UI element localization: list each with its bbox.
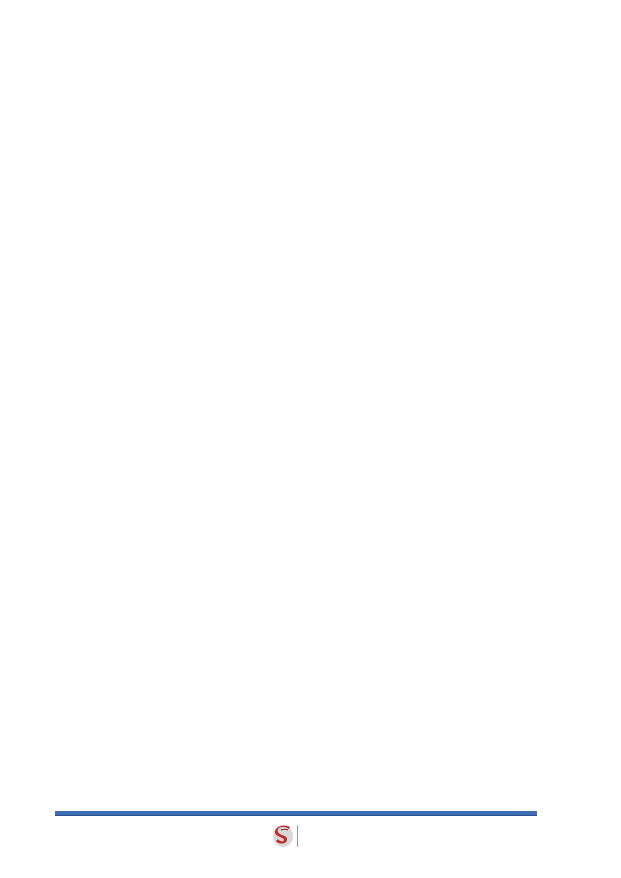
logo-separator: [297, 825, 298, 847]
footer-rule: [55, 811, 537, 816]
sheet-store-s-icon: [272, 824, 294, 848]
sheet-store-logo: [272, 823, 302, 849]
